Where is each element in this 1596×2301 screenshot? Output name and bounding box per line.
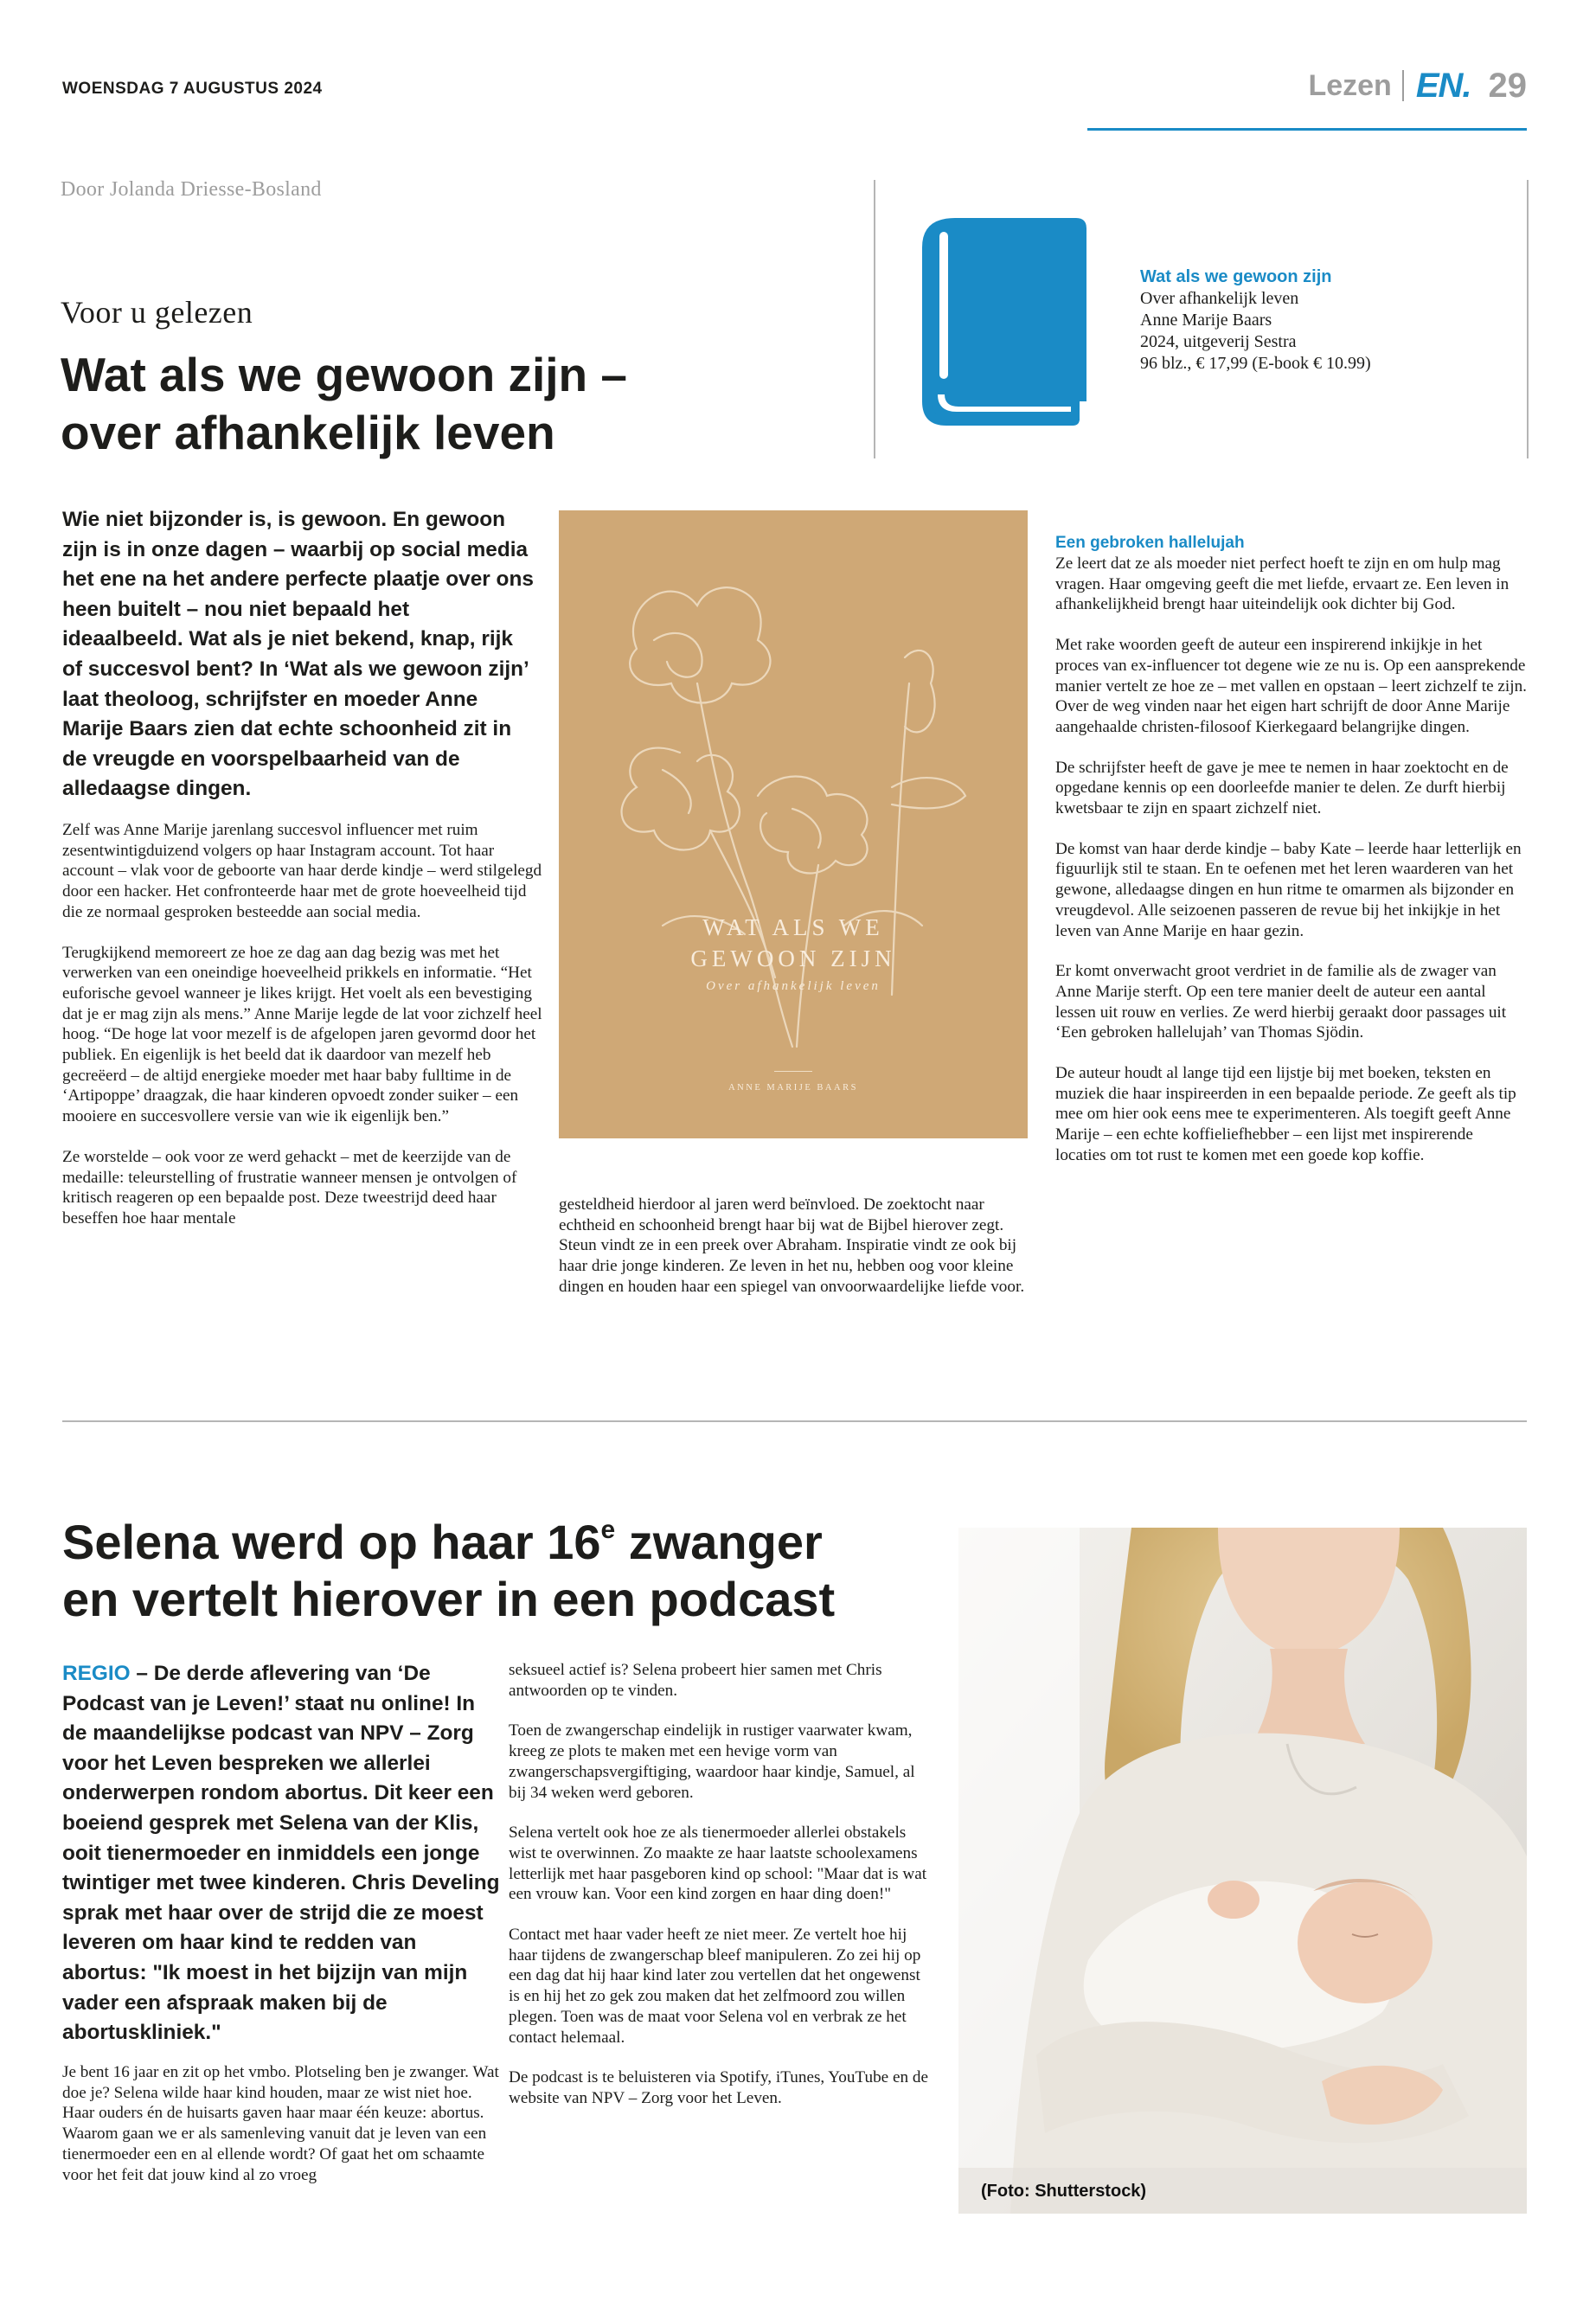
issue-date: WOENSDAG 7 AUGUSTUS 2024 <box>62 80 323 98</box>
paragraph: Ze worstelde – ook voor ze werd gehackt – met de keerzijde van de medaille: teleurstelling of frustratie wanneer mensen je ontvolgen of kritisch reageren op een bepaalde post. Deze tweestrijd deed haar beseffen hoe haar mentale <box>62 1147 517 1227</box>
paragraph: Contact met haar vader heeft ze niet meer. Ze vertelt hoe hij haar tijdens de zwangerschap bleef manipuleren. Zo zei hij op een dag dat hij haar kind later zou vertellen dat het ongewenst is en hij het zo gek zou maken dat het zelfmoord zou willen plegen. Toen was de maat voor Selena vol en verbrak ze het contact helemaal. <box>509 1926 921 2047</box>
book-info-box <box>1140 266 1503 375</box>
column-subheading: Een gebroken hallelujah <box>1055 534 1245 552</box>
cover-title-line: GEWOON ZIJN <box>690 945 896 971</box>
article-intro: Wie niet bijzonder is, is gewoon. En gewoon zijn is in onze dagen – waarbij op social media het ene na het andere perfecte plaatje over ons heen buitelt – nou niet bepaald het ideaalbeeld. Wat als je niet bekend, knap, rijk of succesvol bent? In ‘Wat als we gewoon zijn’ laat theoloog, schrijfster en moeder Anne Marije Baars zien dat echte schoonheid zit in de vreugde en voorspelbaarheid van de alledaagse dingen. <box>62 508 534 801</box>
book-info-subtitle: Over afhankelijk leven <box>1140 289 1299 308</box>
headline-text: Selena werd op haar 16 <box>62 1515 601 1569</box>
paragraph: De auteur houdt al lange tijd een lijstje bij met boeken, teksten en muziek die haar inspireerden in een bepaalde periode. Ze geeft als tip mee om hier ook eens mee te experimenteren. Als toegift geeft Anne Marije – een echte koffieliefhebber – een lijst met inspirerende locaties om tot rust te komen met een goede kop koffie. <box>1055 1064 1516 1164</box>
cover-title-line: WAT ALS WE <box>702 914 884 940</box>
paragraph: gesteldheid hierdoor al jaren werd beïnvloed. De zoektocht naar echtheid en schoonheid brengt haar bij wat de Bijbel hierover zegt. Steun vindt ze in een preek over Abraham. Inspiratie vindt ze ook bij haar drie jonge kinderen. Ze leven in het nu, hebben oog voor kleine dingen en houden haar een spiegel van onvoorwaardelijke liefde voor. <box>559 1195 1025 1296</box>
headline-line-1: Wat als we gewoon zijn – <box>61 348 628 401</box>
author-byline: Door Jolanda Driesse-Bosland <box>61 178 322 201</box>
paragraph: seksueel actief is? Selena probeert hier samen met Chris antwoorden op te vinden. <box>509 1661 882 1700</box>
paragraph: Met rake woorden geeft de auteur een inspirerend inkijkje in het proces van ex-influencer tot degene wie ze nu is. Op een aansprekende manier vertelt ze hoe ze – met vallen en opstaan – leert zichzelf te zijn. Over de weg vinden naar het eigen hart schrijft de door Anne Marije aangehaalde christen-filosoof Kierkegaard belangrijke dingen. <box>1055 636 1527 736</box>
paragraph: Ze leert dat ze als moeder niet perfect hoeft te zijn en om hulp mag vragen. Haar omgeving geeft die met liefde, ervaart ze. Een leven in afhankelijkheid brengt haar uiteindelijk ook dichter bij God. <box>1055 554 1509 614</box>
mother-baby-photo <box>958 1528 1527 2214</box>
header-rule <box>1087 128 1527 131</box>
article-column-1 <box>62 820 542 1229</box>
book-info-publisher: 2024, uitgeverij Sestra <box>1140 332 1297 351</box>
cover-author: ANNE MARIJE BAARS <box>728 1083 858 1093</box>
paragraph: Terugkijkend memoreert ze hoe ze dag aan dag bezig was met het verwerken van een oneindige hoeveelheid prikkels en informatie. “Het euforische gevoel wanneer je likes krijgt. Het voelt als een bevestiging dat je er mag zijn als mens.” Anne Marije legde de lat voor zichzelf heel hoog. “De hoge lat voor mezelf is de afgelopen jaren gevormd door het publiek. En eigenlijk is het beeld dat ik daardoor van mezelf heb gecreëerd – de altijd energieke moeder met haar baby fulltime in de ‘Artipoppe’ draagzak, die haar kinderen opvoedt zonder suiker – een mooiere en succesvollere versie van wie ik eigenlijk ben.” <box>62 943 542 1126</box>
cover-subtitle: Over afhankelijk leven <box>706 979 881 993</box>
article-headline <box>61 346 718 462</box>
podcast-headline-line-2: en vertelt hierover in een podcast <box>62 1572 836 1626</box>
podcast-headline <box>62 1514 927 1628</box>
headline-superscript: e <box>600 1516 616 1545</box>
paragraph: Zelf was Anne Marije jarenlang succesvol influencer met ruim zesentwintigduizend volgers op haar Instagram account. Tot haar account – vlak voor de geboorte van haar derde kindje – werd stilgelegd door een hacker. Het confronteerde haar met de grote hoeveelheid tijd die ze normaal gesproken besteedde aan social media. <box>62 821 542 921</box>
podcast-column-1 <box>62 2062 503 2185</box>
book-cover-image <box>559 510 1028 1138</box>
article-column-2 <box>559 1195 1030 1298</box>
paragraph: De podcast is te beluisteren via Spotify, iTunes, YouTube en de website van NPV – Zorg voor het Leven. <box>509 2068 928 2107</box>
photo-credit: (Foto: Shutterstock) <box>981 2182 1147 2201</box>
paragraph: Toen de zwangerschap eindelijk in rustiger vaarwater kwam, kreeg ze plots te maken met een hevige vorm van zwangerschapsvergiftiging, waardoor haar kindje, Samuel, al bij 34 weken werd geboren. <box>509 1721 915 1802</box>
article-column-3 <box>1055 533 1527 1166</box>
book-info-price: 96 blz., € 17,99 (E-book € 10.99) <box>1140 354 1371 373</box>
info-box-right-rule <box>1527 180 1529 458</box>
page-header-right <box>1308 64 1527 107</box>
podcast-headline-line-1 <box>62 1514 927 1571</box>
info-box-left-rule <box>874 180 875 458</box>
brand-logo: EN. <box>1415 66 1471 105</box>
paragraph: Selena vertelt ook hoe ze als tienermoeder allerlei obstakels wist te overwinnen. Zo maakte ze haar laatste schoolexamens letterlijk met haar pasgeboren kind op school: "Maar dat is wat een vrouw kan. Voor een kind zorgen en haar ding doen!" <box>509 1823 927 1904</box>
flower-illustration <box>559 510 1028 1138</box>
article-kicker: Voor u gelezen <box>61 295 253 330</box>
book-info-author: Anne Marije Baars <box>1140 311 1272 330</box>
podcast-column-2 <box>509 1660 933 2109</box>
photo-illustration <box>958 1528 1527 2214</box>
podcast-intro-text: – De derde aflevering van ‘De Podcast van je Leven!’ staat nu online! In de maandelijkse podcast van NPV – Zorg voor het Leven bespreken we allerlei onderwerpen rondom abortus. Dit keer een boeiend gesprek met Selena van der Klis, ooit tienermoeder en inmiddels een jonge twintiger met twee kinderen. Chris Develing sprak met haar over de strijd die ze moest leveren om haar kind te redden van abortus: "Ik moest in het bijzijn van mijn vader een afspraak maken bij de abortuskliniek." <box>62 1662 500 2045</box>
paragraph: Er komt onverwacht groot verdriet in de familie als de zwager van Anne Marije sterft. Op een tere manier deelt de auteur een aantal lessen uit rouw en verlies. Ze werd hierbij geraakt door passages uit ‘Een gebroken hallelujah’ van Thomas Sjödin. <box>1055 962 1507 1042</box>
section-label: Lezen <box>1308 68 1392 102</box>
cover-divider <box>774 1071 812 1072</box>
paragraph: Je bent 16 jaar en zit op het vmbo. Plotseling ben je zwanger. Wat doe je? Selena wilde haar kind houden, maar ze wist niet hoe. Haar ouders én de huisarts gaven haar maar één keuze: abortus. Waarom gaan we er als samenleving vanuit dat je leven van een tienermoeder een en al ellende wordt? Of gaat het om schaamte voor het feit dat jouw kind al zo vroeg <box>62 2063 499 2184</box>
book-info-title: Wat als we gewoon zijn <box>1140 267 1332 286</box>
page-number: 29 <box>1488 66 1527 105</box>
cover-title <box>559 912 1028 974</box>
headline-text: zwanger <box>615 1515 823 1569</box>
section-divider <box>62 1420 1527 1422</box>
podcast-intro <box>62 1659 503 2048</box>
region-tag: REGIO <box>62 1662 131 1685</box>
headline-line-2: over afhankelijk leven <box>61 406 555 459</box>
paragraph: De komst van haar derde kindje – baby Kate – leerde haar letterlijk en figuurlijk stil te staan. En te oefenen met het leren waarderen van het gewone, alledaagse dingen en hun ritme te omarmen als bijzonder en vreugdevol. Alle seizoenen passeren de revue bij het inkijkje in het leven van Anne Marije en haar gezin. <box>1055 839 1522 940</box>
book-icon <box>922 218 1086 427</box>
header-separator <box>1402 70 1404 101</box>
paragraph: De schrijfster heeft de gave je mee te nemen in haar zoektocht en de opgedane kennis op een doorleefde manier te delen. Ze durft hierbij kwetsbaar te zijn en spaart zichzelf niet. <box>1055 758 1509 818</box>
